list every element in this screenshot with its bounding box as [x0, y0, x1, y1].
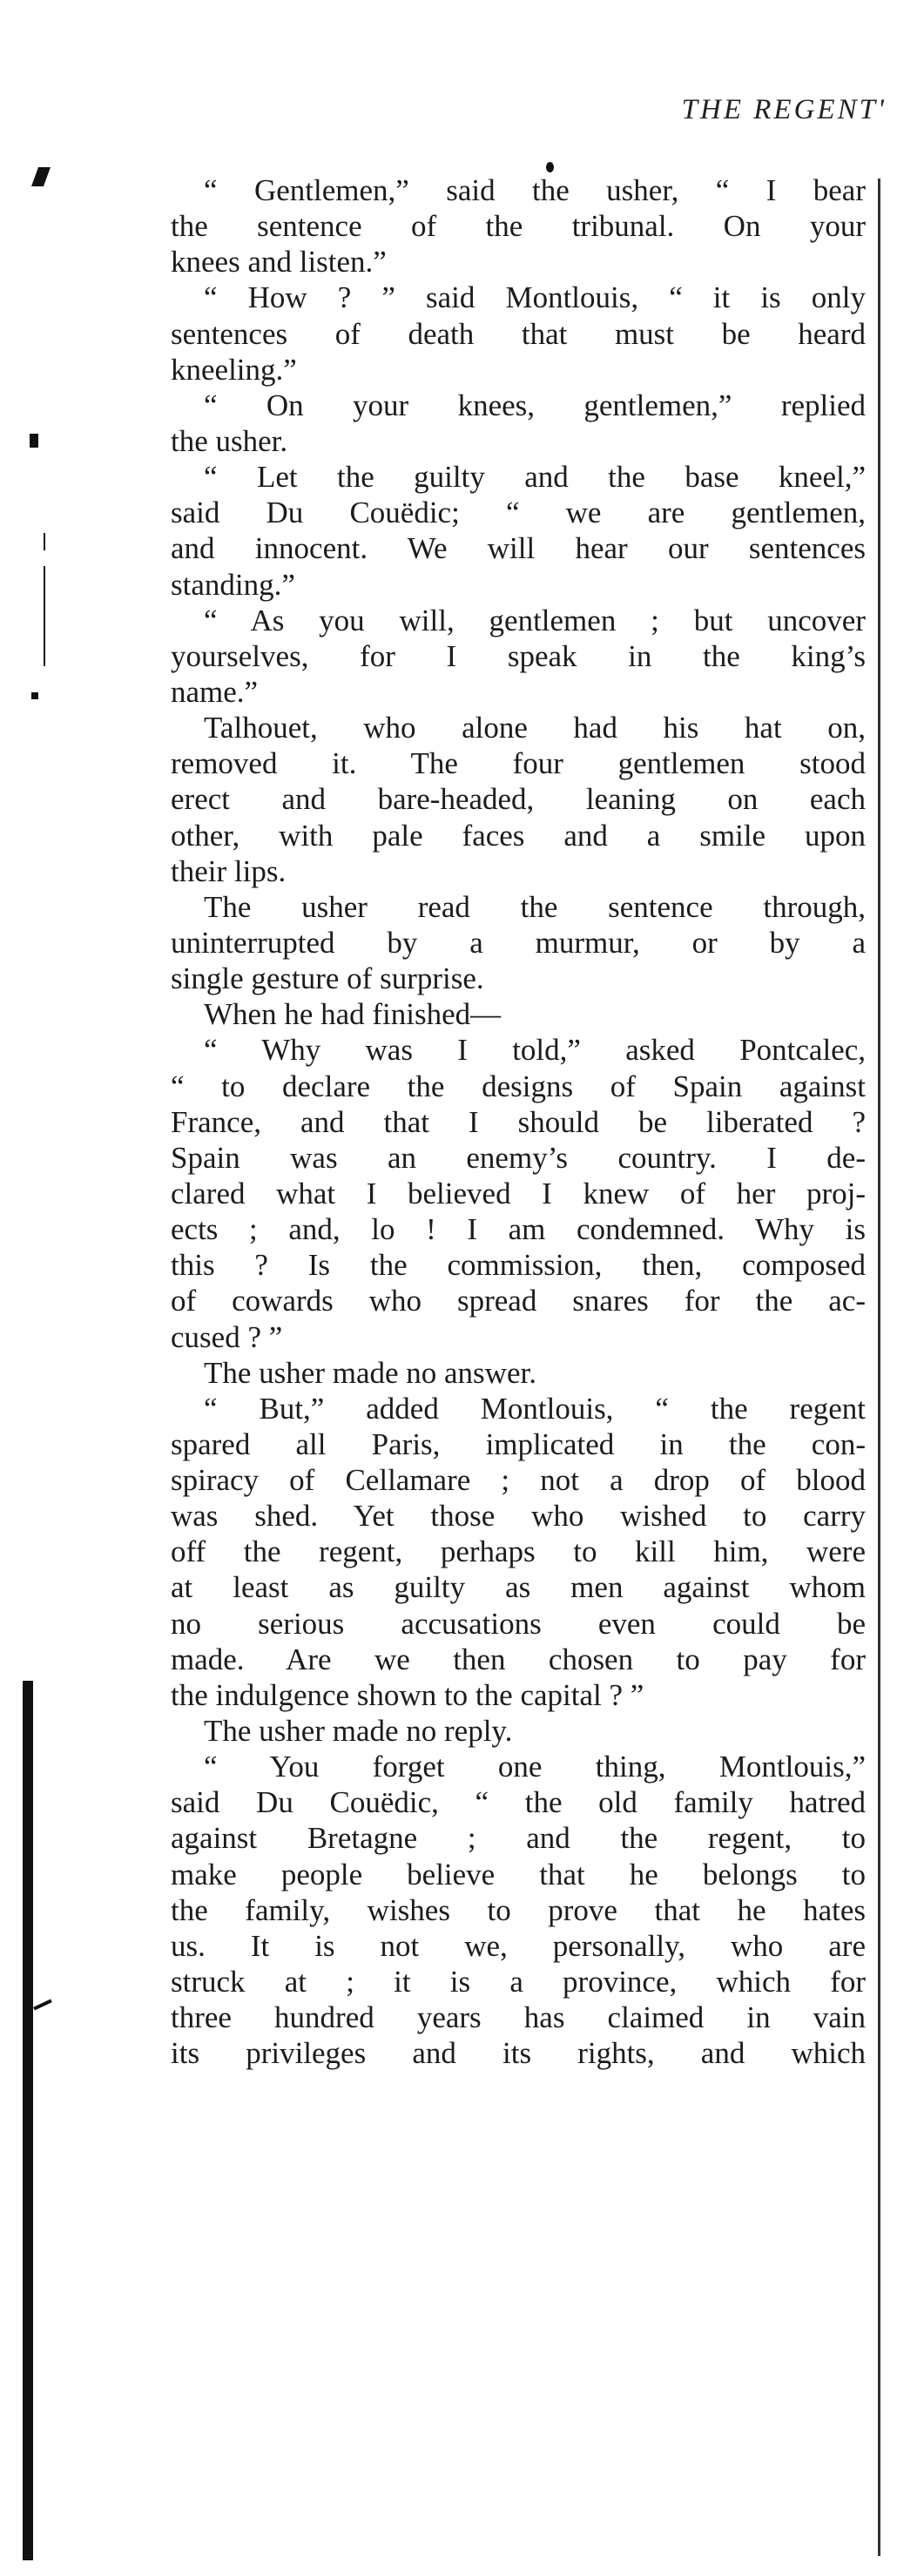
text-line: “ On your knees, gentlemen,” replied	[204, 388, 866, 422]
text-line: “ to declare the designs of Spain against	[171, 1069, 866, 1103]
text-line: clared what I believed I knew of her proj-	[171, 1176, 866, 1210]
margin-speck	[31, 167, 51, 186]
text-line: single gesture of surprise.	[171, 961, 484, 996]
text-line: ects ; and, lo ! I am condemned. Why is	[171, 1212, 866, 1247]
binding-shadow-notch	[33, 1999, 52, 2011]
text-line: “ Gentlemen,” said the usher, “ I bear	[204, 173, 866, 207]
text-line: cused ? ”	[171, 1319, 283, 1354]
text-line: erect and bare-headed, leaning on each	[171, 782, 866, 817]
text-line: of cowards who spread snares for the ac-	[171, 1284, 866, 1318]
text-line: name.”	[171, 674, 259, 709]
text-line: this ? Is the commission, then, composed	[171, 1248, 866, 1283]
text-line: spiracy of Cellamare ; not a drop of blood	[171, 1463, 866, 1498]
text-line: the family, wishes to prove that he hates	[171, 1892, 866, 1927]
text-line: was shed. Yet those who wished to carry	[171, 1499, 866, 1534]
margin-speck	[30, 434, 38, 448]
text-line: said Du Couëdic, “ the old family hatred	[171, 1785, 866, 1820]
text-line: their lips.	[171, 853, 287, 888]
right-margin-rule	[878, 179, 880, 2556]
text-line: three hundred years has claimed in vain	[171, 2000, 866, 2035]
text-line: knees and listen.”	[171, 245, 387, 280]
text-line: the indulgence shown to the capital ? ”	[171, 1677, 644, 1712]
text-line: uninterrupted by a murmur, or by a	[171, 925, 866, 960]
text-line: spared all Paris, implicated in the con-	[171, 1426, 866, 1461]
text-line: The usher made no reply.	[204, 1714, 513, 1749]
text-line: yourselves, for I speak in the king’s	[171, 638, 866, 673]
text-line: Spain was an enemy’s country. I de-	[171, 1140, 866, 1175]
text-line: removed it. The four gentlemen stood	[171, 746, 866, 781]
margin-line	[44, 533, 45, 550]
text-line: “ You forget one thing, Montlouis,”	[204, 1750, 866, 1784]
text-line: against Bretagne ; and the regent, to	[171, 1821, 866, 1856]
text-line: said Du Couëdic; “ we are gentlemen,	[171, 496, 866, 530]
text-line: at least as guilty as men against whom	[171, 1570, 866, 1605]
text-line: France, and that I should be liberated ?	[171, 1104, 866, 1139]
text-line: The usher read the sentence through,	[204, 889, 866, 924]
text-line: the sentence of the tribunal. On your	[171, 209, 866, 244]
text-line: kneeling.”	[171, 352, 297, 387]
text-line: no serious accusations even could be	[171, 1606, 866, 1641]
running-head: THE REGENT'	[681, 94, 887, 125]
text-line: “ As you will, gentlemen ; but uncover	[204, 603, 866, 637]
text-line: standing.”	[171, 567, 295, 602]
text-line: Talhouet, who alone had his hat on,	[204, 711, 866, 745]
text-line: the usher.	[171, 423, 288, 458]
text-line: other, with pale faces and a smile upon	[171, 818, 866, 853]
text-line: struck at ; it is a province, which for	[171, 1965, 866, 1999]
body-text	[171, 172, 866, 2071]
text-line: and innocent. We will hear our sentences	[171, 531, 866, 566]
text-line: The usher made no answer.	[204, 1355, 536, 1390]
text-line: us. It is not we, personally, who are	[171, 1928, 866, 1963]
text-line: made. Are we then chosen to pay for	[171, 1642, 866, 1676]
text-line: “ How ? ” said Montlouis, “ it is only	[204, 280, 866, 315]
text-line: “ But,” added Montlouis, “ the regent	[204, 1391, 866, 1426]
text-line: When he had finished—	[204, 997, 502, 1032]
text-line: make people believe that he belongs to	[171, 1857, 866, 1892]
text-line: its privileges and its rights, and which	[171, 2036, 866, 2071]
text-line: off the regent, perhaps to kill him, were	[171, 1534, 866, 1569]
text-line: “ Let the guilty and the base kneel,”	[204, 460, 866, 495]
text-line: sentences of death that must be heard	[171, 316, 866, 351]
margin-speck	[31, 692, 38, 699]
text-line: “ Why was I told,” asked Pontcalec,	[204, 1033, 866, 1068]
binding-shadow	[23, 1681, 33, 2560]
margin-line	[44, 566, 45, 666]
ink-dot	[546, 162, 554, 172]
